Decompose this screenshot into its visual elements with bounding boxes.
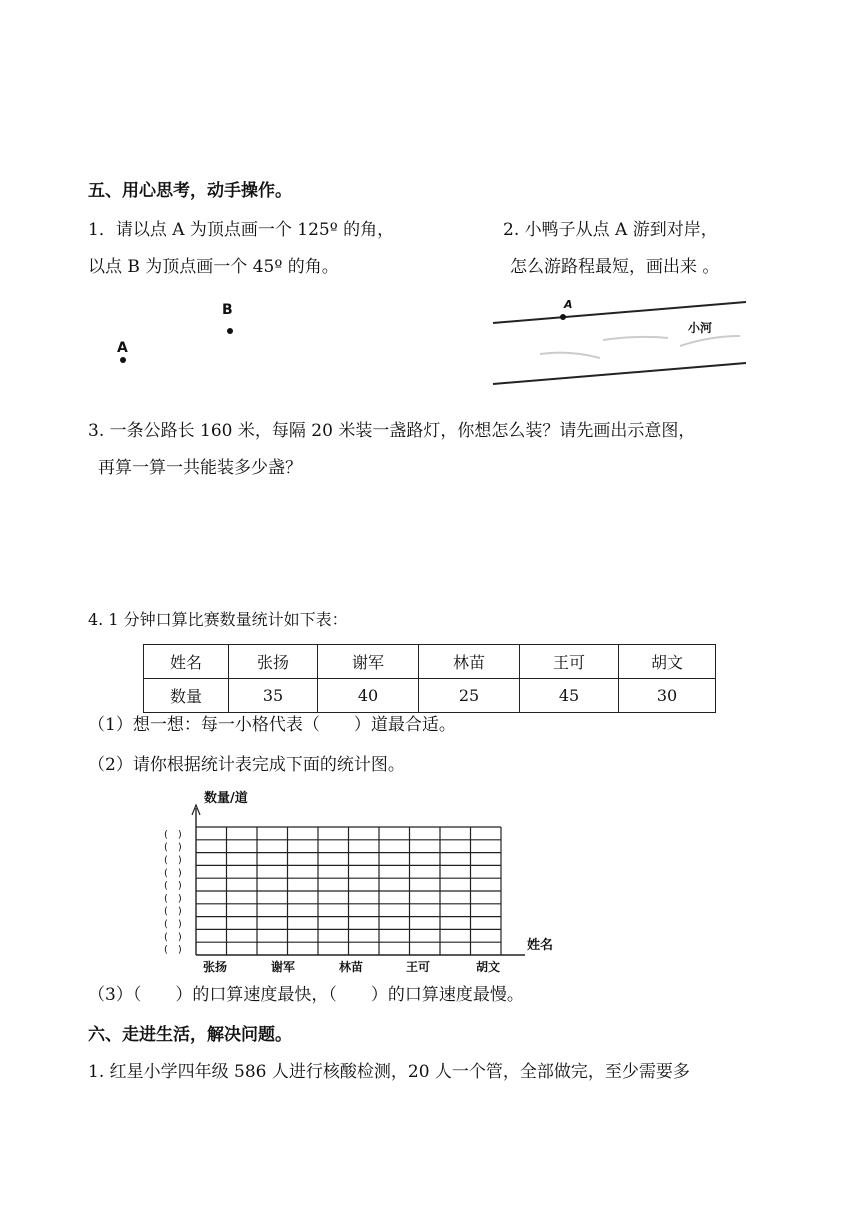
y-axis-label: 数量/道: [204, 791, 248, 806]
y-tick-label: ( ): [164, 893, 182, 905]
section5-heading: 五、用心思考，动手操作。: [88, 181, 292, 201]
q4-sub3: （3）（ ）的口算速度最快，（ ）的口算速度最慢。: [88, 985, 524, 1005]
y-tick-label: ( ): [164, 944, 182, 956]
q4-sub1: （1）想一想：每一小格代表（ ）道最合适。: [88, 715, 456, 735]
table-cell: 林苗: [419, 645, 520, 679]
river-label: 小河: [688, 321, 713, 335]
x-tick-label: 王可: [405, 960, 431, 974]
table-cell: 姓名: [144, 645, 229, 679]
table-cell: 40: [318, 679, 419, 713]
y-tick-label: ( ): [164, 931, 182, 943]
y-tick-label: ( ): [164, 906, 182, 918]
y-tick-label: ( ): [164, 919, 182, 930]
q2-line2: 怎么游路程最短，画出来 。: [510, 257, 720, 277]
table-cell: 35: [229, 679, 318, 713]
table-cell: 胡文: [619, 645, 716, 679]
point-b-label: B: [222, 302, 233, 318]
table-cell: 王可: [520, 645, 619, 679]
q4-sub2: （2）请你根据统计表完成下面的统计图。: [88, 755, 405, 775]
x-tick-label: 谢军: [270, 960, 296, 974]
q4-intro: 4. 1 分钟口算比赛数量统计如下表：: [88, 610, 348, 629]
table-cell: 谢军: [318, 645, 419, 679]
table-cell: 30: [619, 679, 716, 713]
section6-heading: 六、走进生活，解决问题。: [88, 1025, 292, 1045]
y-tick-label: ( ): [164, 829, 182, 841]
q3-line1: 3. 一条公路长 160 米，每隔 20 米装一盏路灯，你想怎么装？请先画出示意图，: [88, 421, 696, 441]
x-tick-label: 胡文: [475, 960, 501, 974]
table-cell: 张扬: [229, 645, 318, 679]
y-tick-label: ( ): [164, 867, 182, 879]
table-cell: 25: [419, 679, 520, 713]
y-tick-label: ( ): [164, 842, 182, 854]
table-cell: 45: [520, 679, 619, 713]
table-cell: 数量: [144, 679, 229, 713]
point-a-label: A: [117, 340, 128, 356]
section6-q1-line1: 1. 红星小学四年级 586 人进行核酸检测，20 人一个管，全部做完，至少需要多: [88, 1062, 690, 1082]
river-point-a-label: A: [564, 298, 573, 311]
y-tick-label: ( ): [164, 855, 182, 866]
x-tick-label: 林苗: [338, 960, 364, 974]
q1-line1: 1．请以点 A 为顶点画一个 125º 的角，: [88, 220, 395, 240]
q2-line1: 2. 小鸭子从点 A 游到对岸，: [503, 220, 718, 240]
q3-line2: 再算一算一共能装多少盏？: [98, 458, 302, 478]
q1-line2: 以点 B 为顶点画一个 45º 的角。: [88, 257, 339, 277]
x-axis-label: 姓名: [527, 938, 554, 953]
x-tick-label: 张扬: [202, 960, 228, 974]
y-tick-label: ( ): [164, 880, 182, 892]
